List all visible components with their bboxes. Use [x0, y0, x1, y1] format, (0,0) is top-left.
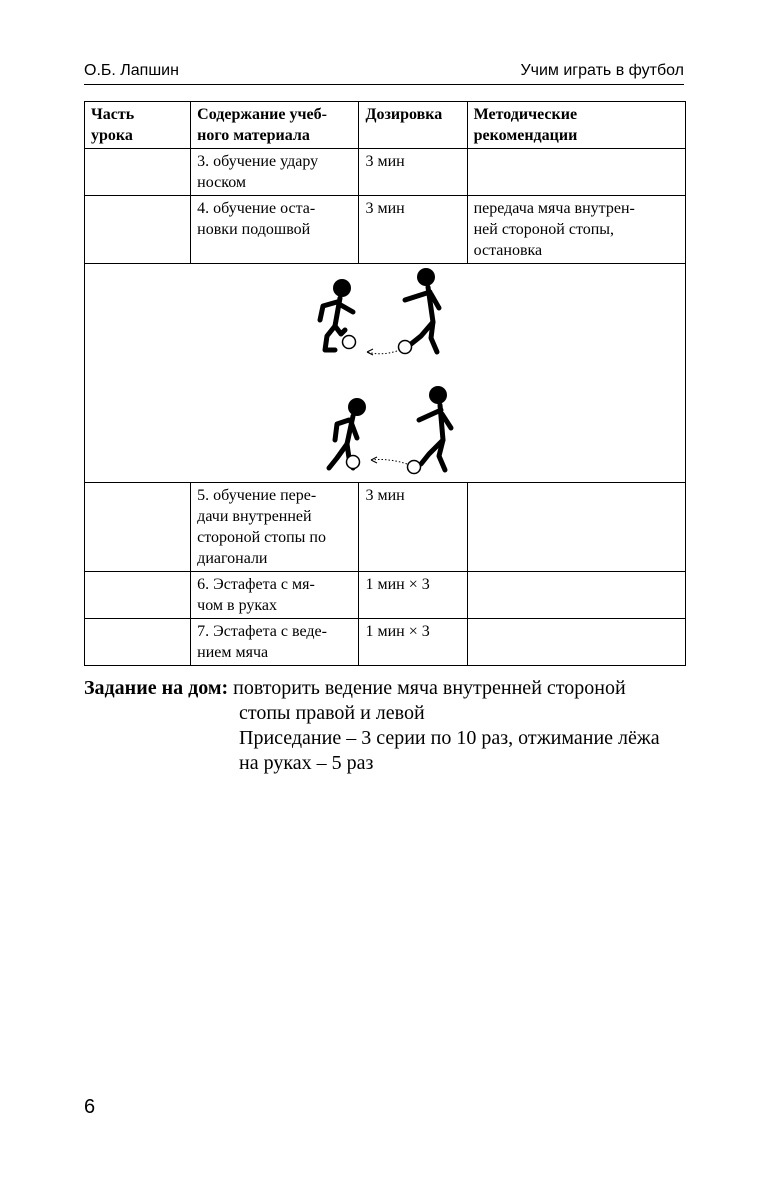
cell-recommendations [467, 483, 685, 572]
cell-dosage: 1 мин × 3 [359, 572, 467, 619]
cell-content: 3. обучение удару носком [191, 149, 359, 196]
author-name: О.Б. Лапшин [84, 62, 179, 79]
two-players-passing-ball-illustration [85, 264, 687, 482]
cell-dosage: 1 мин × 3 [359, 619, 467, 666]
header-content: Содержание учеб- ного материала [191, 102, 359, 149]
homework-label: Задание на дом: [84, 677, 229, 699]
cell-part [85, 196, 191, 264]
cell-content: 5. обучение пере- дачи внутренней стороной стопы по диагонали [191, 483, 359, 572]
cell-dosage: 3 мин [359, 196, 467, 264]
figure-row [85, 264, 686, 483]
cell-content: 7. Эстафета с веде- нием мяча [191, 619, 359, 666]
homework-block [84, 676, 704, 776]
header-part: Часть урока [85, 102, 191, 149]
cell-recommendations [467, 572, 685, 619]
cell-part [85, 149, 191, 196]
page-number: 6 [84, 1096, 96, 1118]
cell-part [85, 572, 191, 619]
cell-content: 4. обучение оста- новки подошвой [191, 196, 359, 264]
homework-text: повторить ведение мяча внутренней стороной [233, 677, 626, 699]
cell-recommendations: передача мяча внутрен- ней стороной стопы, остановка [467, 196, 685, 264]
table-row [85, 619, 686, 666]
cell-recommendations [467, 619, 685, 666]
lesson-table [84, 101, 686, 666]
table-header-row [85, 102, 686, 149]
cell-part [85, 483, 191, 572]
pass-arrow [371, 460, 407, 465]
player-figure [405, 268, 439, 352]
cell-part [85, 619, 191, 666]
cell-dosage: 3 мин [359, 483, 467, 572]
book-title: Учим играть в футбол [520, 62, 684, 79]
homework-text: стопы правой и левой [239, 702, 425, 724]
table-row [85, 196, 686, 264]
homework-text: на руках – 5 раз [239, 752, 374, 774]
cell-content: 6. Эстафета с мя- чом в руках [191, 572, 359, 619]
figure-cell [85, 264, 686, 483]
table-row [85, 572, 686, 619]
pass-arrow [367, 351, 397, 354]
ball-icon [343, 336, 356, 349]
header-recommendations: Методические рекомендации [467, 102, 685, 149]
ball-icon [347, 456, 360, 469]
header-dosage: Дозировка [359, 102, 467, 149]
table-row [85, 483, 686, 572]
page-header [84, 60, 684, 85]
cell-dosage: 3 мин [359, 149, 467, 196]
cell-recommendations [467, 149, 685, 196]
ball-icon [408, 461, 421, 474]
ball-icon [399, 341, 412, 354]
table-row [85, 149, 686, 196]
homework-text: Приседание – 3 серии по 10 раз, отжимание лёжа [239, 727, 660, 749]
player-figure [419, 386, 451, 470]
